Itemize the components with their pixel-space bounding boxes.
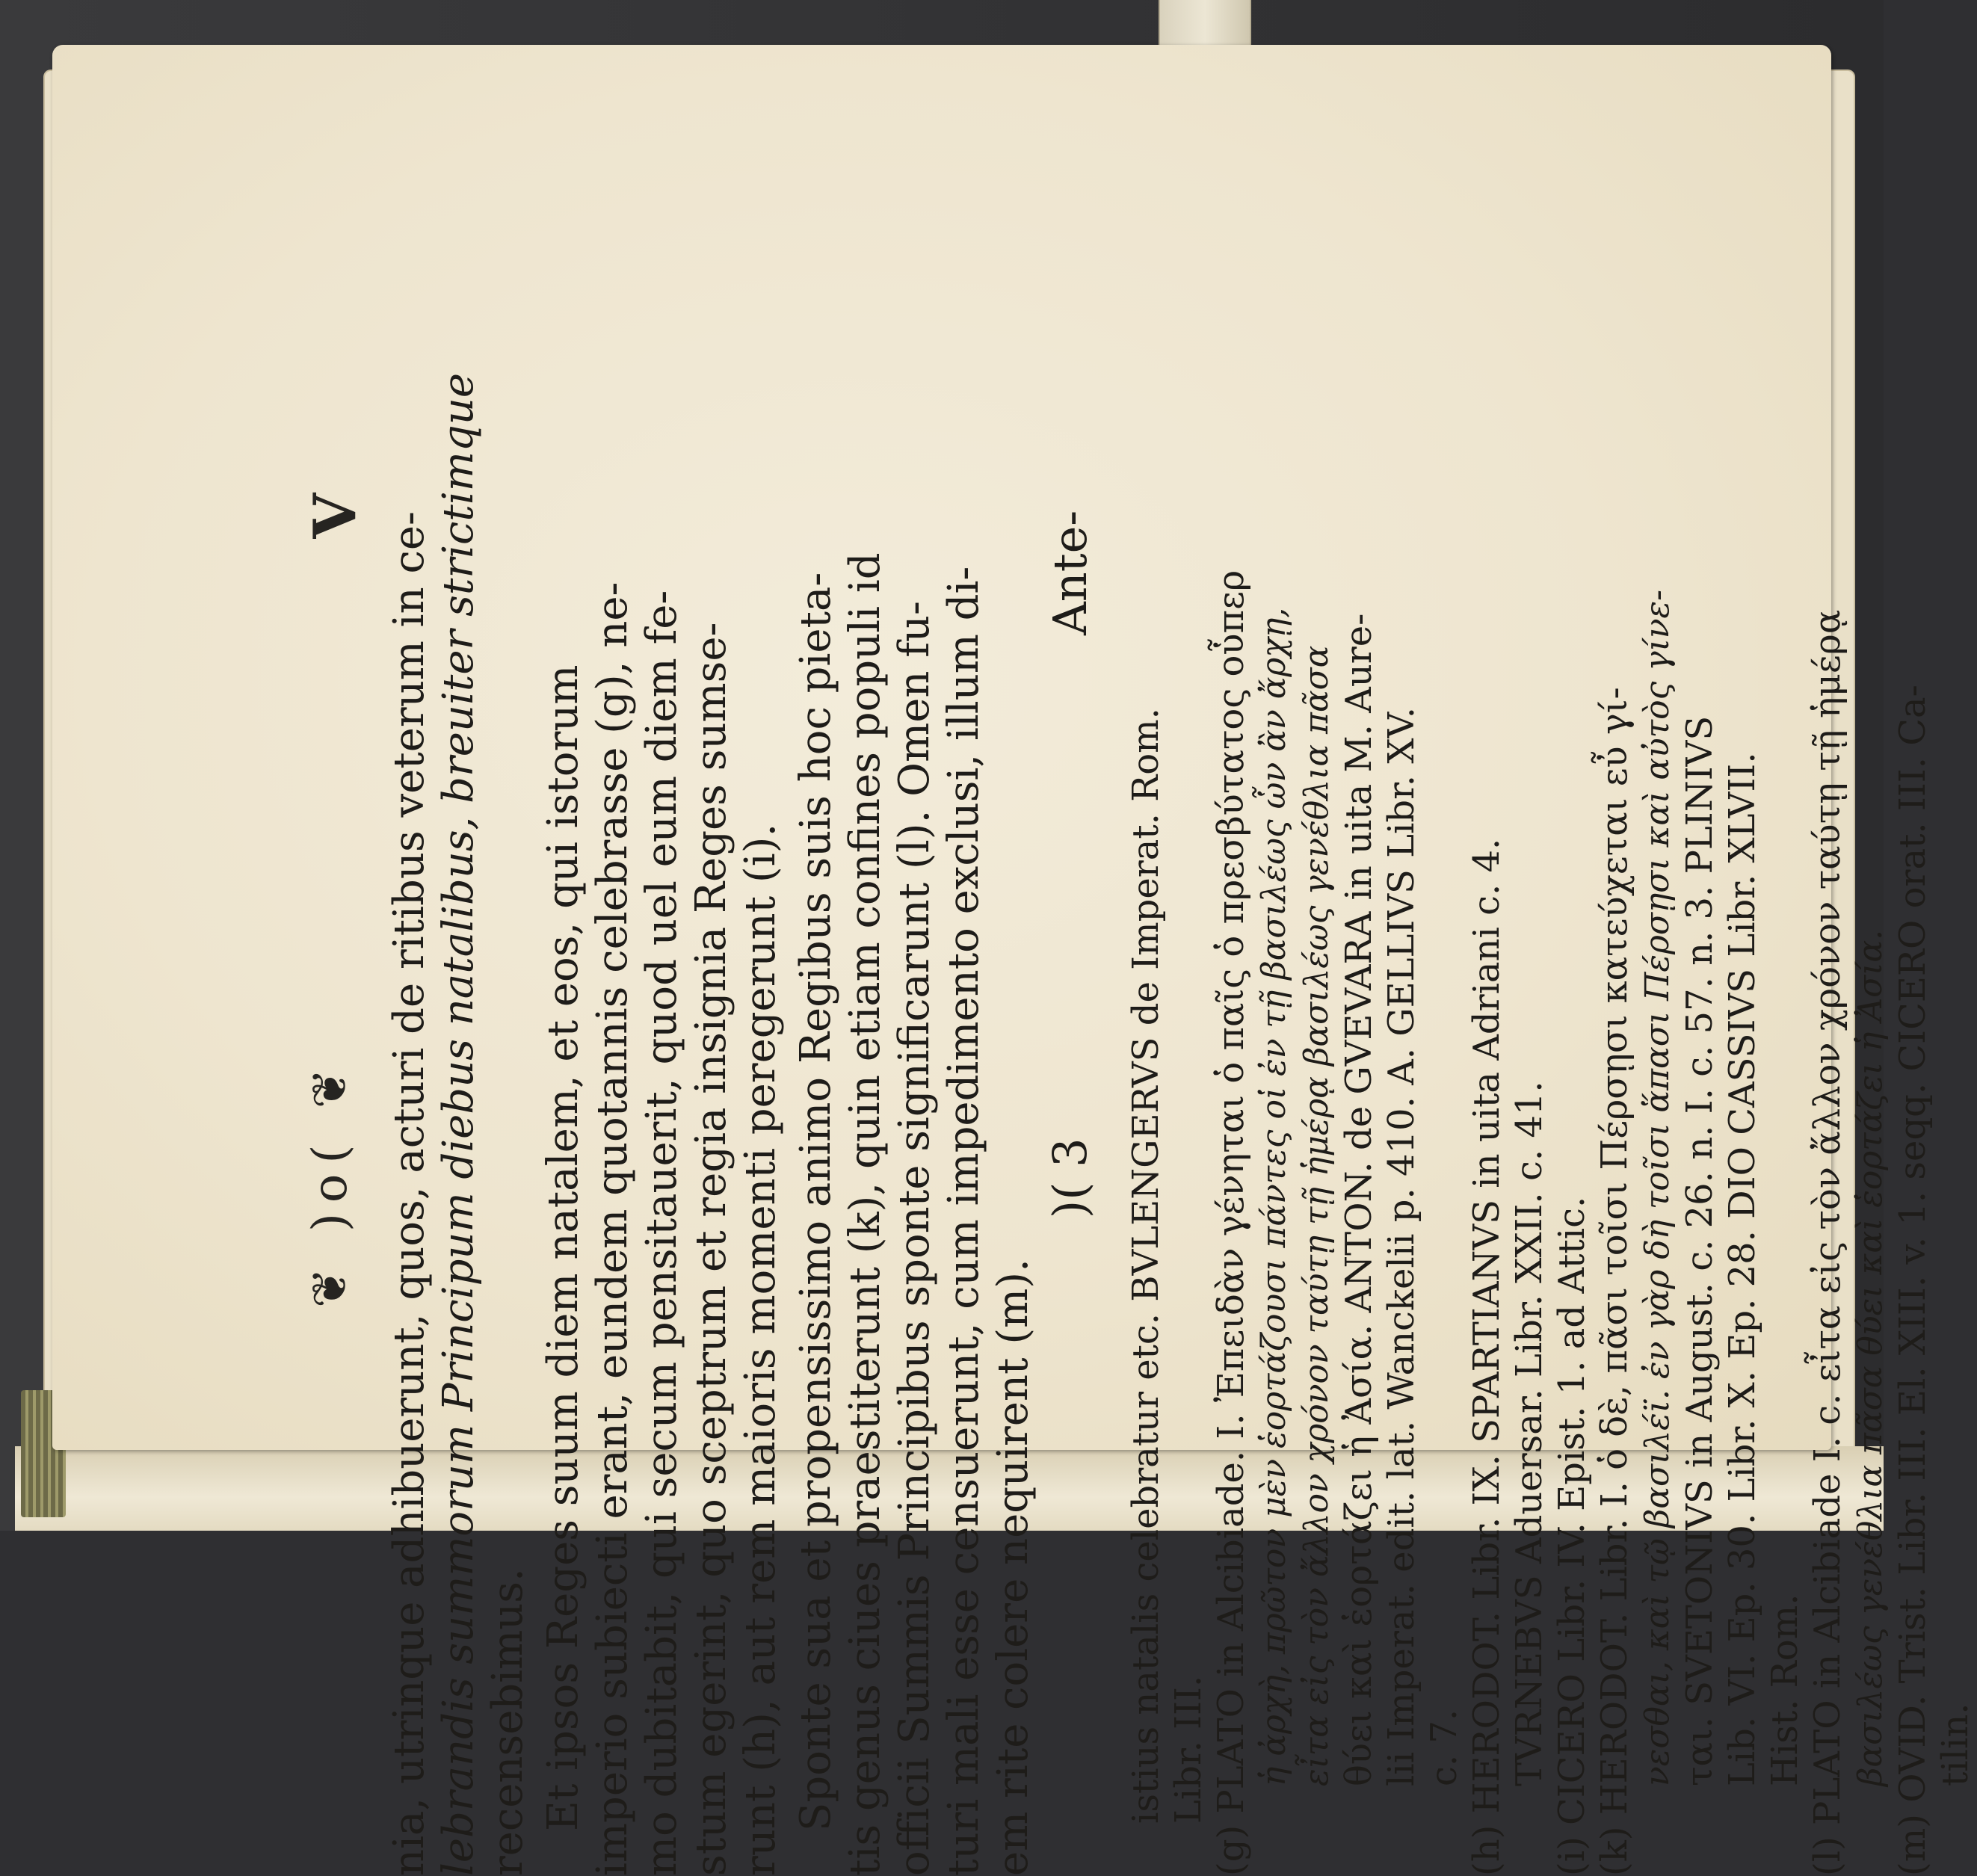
book-page	[52, 45, 1976, 1876]
text-line: em rite colere nequirent (m).	[989, 1259, 1037, 1876]
footnote-line: ἡ ἀρχὴ, πρῶτον μὲν ἑορτάζουσι πάντες οἱ ἐν τῇ βασιλέως ὧν ἂν ἄρχῃ,	[1255, 607, 1293, 1786]
text-line: recensebimus.	[484, 1568, 532, 1876]
catchword: Ante-	[1043, 510, 1097, 635]
text-line: mo dubitabit, qui secum pensitauerit, quod uel eum diem fe-	[638, 590, 686, 1876]
rotated-text-block	[258, 373, 1976, 1876]
footnote-line: (h) HERODOT. Libr. IX. SPARTIANVS in uita Adriani c. 4.	[1466, 838, 1508, 1876]
footnote-line: Lib. VI. Ep. 30. Libr. X. Ep. 28. DIO CASSIVS Libr. XLVII.	[1721, 752, 1763, 1786]
footnotes	[1125, 471, 1977, 1876]
footnote-line: (i) CICERO Libr. IV. Epist. 1. ad Attic.	[1551, 1196, 1593, 1876]
footnote-line: εἶτα εἰς τὸν ἄλλον χρόνον ταύτῃ τῇ ἡμέρᾳ βασιλέως γενέθλια πᾶσα	[1298, 645, 1336, 1786]
text-line: lebrandis summorum Principum diebus natalibus, breuiter strictimque	[434, 373, 483, 1876]
footnote-line: (g) PLATO in Alcibiade. I. Ἐπειδὰν γένηται ὁ παῖς ὁ πρεσβύτατος οὗπερ	[1210, 570, 1252, 1876]
text-line: officii Summis Principibus sponte significarunt (l). Omen fu-	[890, 601, 939, 1876]
footnote-line: νεσθαι, καὶ τῷ βασιλέϊ. ἐν γὰρ δὴ τοῖσι ἅπασι Πέρσῃσι καὶ αὐτὸς γίνε-	[1638, 589, 1677, 1786]
footnote-line: (k) HERODOT. Libr. I. ὁ δὲ, πᾶσι τοῖσι Πέρσῃσι κατεύχεται εὖ γί-	[1594, 687, 1635, 1876]
text-line: stum egerint, quo sceptrum et regia insignia Reges sumse-	[687, 622, 735, 1876]
footnote-line: tilin.	[1934, 1703, 1976, 1786]
header-ornament: ❦ )o( ❦	[303, 1058, 358, 1308]
footnote-line: (l) PLATO in Alcibiade I. c. εἶτα εἰς τὸν ἄλλον χρόνον ταύτῃ τῇ ἡμέρᾳ	[1807, 609, 1848, 1876]
page-number: V	[301, 493, 369, 539]
footnote-line: c. 7.	[1423, 1709, 1465, 1786]
text-line: imperio subiecti erant, eundem quotannis celebrasse (g), ne-	[588, 581, 637, 1876]
footnote-line: Hist. Rom.	[1764, 1593, 1806, 1786]
main-text	[385, 373, 1038, 1876]
text-line: Sponte sua et propensissimo animo Regibus suis hoc pieta-	[792, 572, 840, 1831]
text-line: runt (h), aut rem maioris momenti peregerunt (i).	[736, 823, 785, 1876]
footnote-line: lii Imperat. edit. lat. Wanckelii p. 410. A. GELLIVS Libr. XV.	[1381, 706, 1422, 1786]
footnote-line: (m) OVID. Trist. Libr. III. El. XIII. v. 1. seqq. CICERO orat. III. Ca-	[1892, 685, 1934, 1876]
text-line: nia, utrinque adhibuerunt, quos, acturi de ritibus veterum in ce-	[385, 511, 434, 1876]
footnote-line: Libr. III.	[1168, 1675, 1209, 1824]
signature-mark: )( 3	[1043, 1138, 1097, 1218]
footnote-line: ται. SVETONIVS in August. c. 26. n. I. c. 57. n. 3. PLINIVS	[1679, 715, 1721, 1786]
text-line: turi mali esse censuerunt, cum impedimento exclusi, illum di-	[940, 566, 988, 1876]
footnote-line: TVRNEBVS Aduersar. Libr. XXII. c. 41.	[1508, 1081, 1550, 1786]
running-header	[258, 471, 370, 1876]
footnote-line: βασιλέως γενέθλια πᾶσα θύει καὶ ἑορτάζει ἡ Ἀσία.	[1851, 929, 1890, 1786]
text-line: tis genus ciues praestiterunt (k), quin etiam confines populi id	[841, 552, 889, 1876]
text-line: Et ipsos Reges suum diem natalem, et eos, qui istorum	[539, 664, 587, 1831]
footnote-line: θύει καὶ ἑορτάζει ἡ Ἀσία. ANTON. de GVEVARA in uita M. Aure-	[1338, 613, 1380, 1786]
footnote-line: istius natalis celebratur etc. BVLENGERVS de Imperat. Rom.	[1125, 708, 1167, 1824]
